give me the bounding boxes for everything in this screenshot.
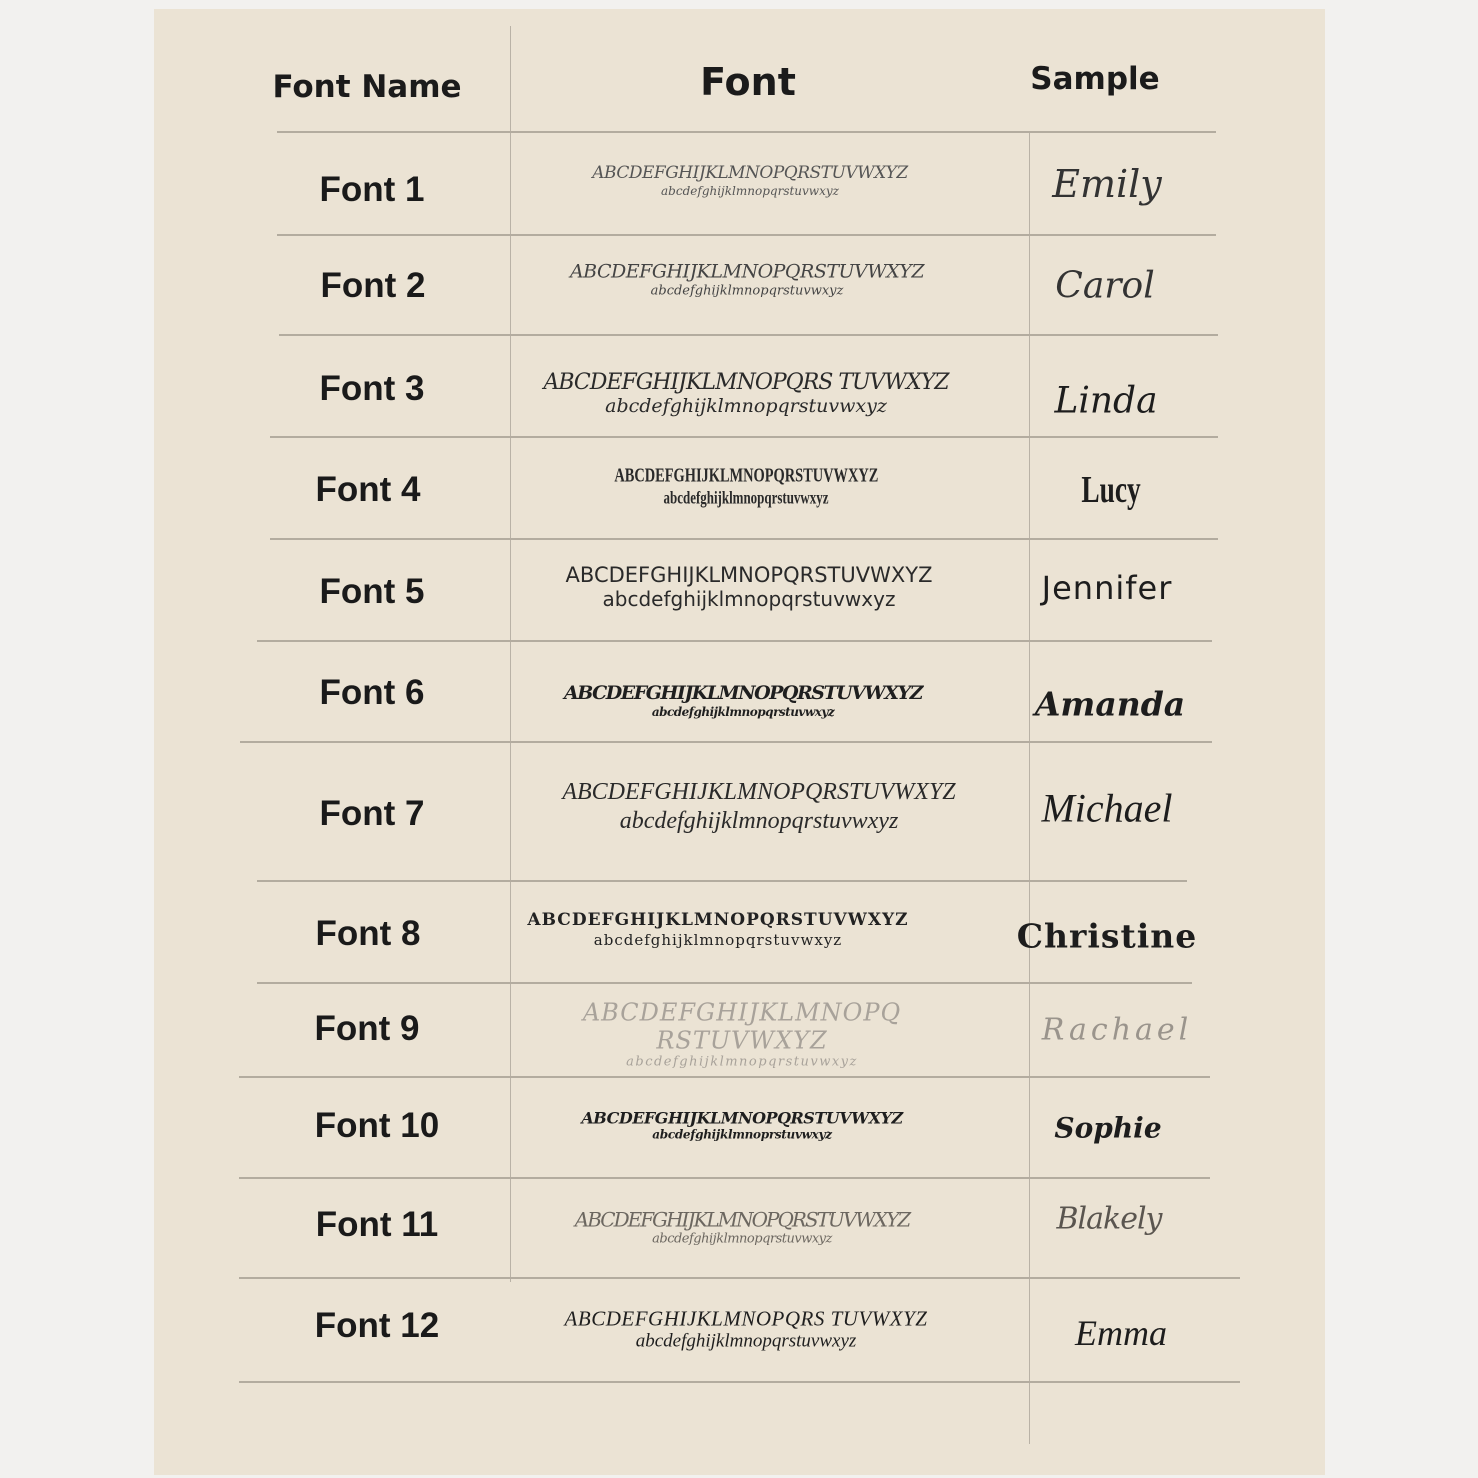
alphabet-uppercase: ABCDEFGHIJKLMNOPQRSTUVWXYZ — [569, 260, 925, 283]
font-name-cell: Font 10 — [314, 1106, 440, 1145]
row-divider — [277, 234, 1216, 236]
alphabet-lowercase: abcdefghijklmnopqrstuvwxyz — [602, 587, 896, 612]
alphabet-uppercase: ABCDEFGHIJKLMNOPQRS TUVWXYZ — [543, 369, 949, 395]
alphabet-uppercase: ABCDEFGHIJKLMNOPQRS TUVWXYZ — [564, 1306, 928, 1331]
alphabet-lowercase: abcdefghijklmnopqrstuvwxyz — [652, 1231, 832, 1247]
sample-cell: Amanda — [1034, 684, 1186, 724]
sample-cell: Sophie — [1054, 1111, 1162, 1145]
alphabet-lowercase: abcdefghijklmnopqrstuvwxyz — [635, 1330, 857, 1352]
alphabet-uppercase: ABCDEFGHIJKLMNOPQRSTUVWXYZ — [613, 464, 879, 487]
alphabet-lowercase: abcdefghijklmnopqrstuvwxyz — [651, 704, 835, 719]
alphabet-lowercase: abcdefghijklmnopqrstuvwxyz — [626, 1054, 858, 1070]
column-divider-right — [1029, 132, 1030, 1444]
row-divider — [239, 1076, 1210, 1078]
alphabet-cell — [529, 779, 989, 835]
alphabet-cell — [516, 465, 976, 510]
alphabet-lowercase: abcdefghijklmnopqrstuvwxyz — [593, 930, 843, 949]
alphabet-cell — [517, 261, 977, 298]
row-divider — [239, 1381, 1240, 1383]
alphabet-uppercase-line2: RSTUVWXYZ — [656, 1026, 828, 1055]
row-divider — [239, 1277, 1240, 1279]
font-name-cell: Font 12 — [314, 1306, 440, 1345]
font-name-cell: Font 3 — [319, 369, 425, 408]
alphabet-uppercase: ABCDEFGHIJKLMNOPQRSTUVWXYZ — [562, 778, 956, 805]
alphabet-cell — [516, 1307, 976, 1354]
font-name-cell: Font 2 — [320, 266, 426, 305]
column-divider-left — [510, 26, 511, 1282]
row-divider — [279, 334, 1218, 336]
alphabet-uppercase: ABCDEFGHIJKLMNOPQRSTUVWXYZ — [564, 681, 922, 704]
font-name-cell: Font 11 — [315, 1205, 439, 1244]
row-divider — [257, 982, 1192, 984]
sample-cell: Blakely — [1056, 1201, 1162, 1237]
font-name-cell: Font 1 — [319, 170, 425, 209]
row-divider — [270, 538, 1218, 540]
sample-cell: Michael — [1041, 785, 1173, 831]
alphabet-uppercase: ABCDEFGHIJKLMNOPQRSTUVWXYZ — [581, 1108, 903, 1128]
row-divider — [257, 640, 1212, 642]
alphabet-lowercase: abcdefghijklmnopqrstuvwxyz — [605, 395, 887, 418]
sample-cell: Emily — [1052, 162, 1162, 206]
alphabet-cell — [512, 1110, 972, 1143]
row-divider — [240, 741, 1212, 743]
alphabet-uppercase: ABCDEFGHIJKLMNOPQRSTUVWXYZ — [574, 1207, 910, 1232]
alphabet-lowercase: abcdefghijklmnopqrstuvwxyz — [650, 283, 844, 299]
alphabet-cell — [488, 911, 948, 949]
row-divider — [239, 1177, 1210, 1179]
alphabet-cell — [512, 1209, 972, 1248]
font-name-cell: Font 9 — [314, 1009, 420, 1048]
sample-cell: Lucy — [1081, 469, 1141, 511]
alphabet-lowercase: abcdefghijklmnopqrstuvwxyz — [661, 183, 839, 198]
font-name-cell: Font 4 — [315, 470, 421, 509]
header-font: Font — [700, 60, 796, 104]
sample-cell: Linda — [1054, 380, 1158, 422]
alphabet-lowercase: abcdefghijklmnoprstuvwxyz — [652, 1128, 832, 1142]
row-divider — [270, 436, 1218, 438]
alphabet-uppercase: ABCDEFGHIJKLMNOPQ — [582, 998, 902, 1027]
header-sample: Sample — [1030, 61, 1160, 97]
alphabet-cell — [516, 370, 976, 418]
alphabet-cell — [520, 164, 980, 198]
alphabet-uppercase: ABCDEFGHIJKLMNOPQRSTUVWXYZ — [565, 562, 933, 587]
sample-cell: Carol — [1055, 265, 1155, 307]
header-font-name: Font Name — [272, 69, 462, 105]
font-name-cell: Font 5 — [319, 572, 425, 611]
alphabet-uppercase: ABCDEFGHIJKLMNOPQRSTUVWXYZ — [592, 163, 908, 184]
font-name-cell: Font 6 — [319, 673, 425, 712]
font-name-cell: Font 7 — [319, 794, 425, 833]
row-divider — [257, 880, 1187, 882]
font-name-cell: Font 8 — [315, 914, 421, 953]
alphabet-cell — [519, 563, 979, 611]
alphabet-uppercase: ABCDEFGHIJKLMNOPQRSTUVWXYZ — [527, 910, 909, 931]
sample-cell: Emma — [1075, 1313, 1167, 1353]
sample-cell: Jennifer — [1041, 569, 1173, 607]
alphabet-lowercase: abcdefghijklmnopqrstuvwxyz — [663, 487, 829, 508]
alphabet-cell — [513, 683, 973, 719]
row-divider — [277, 131, 1216, 133]
sample-cell: Rachael — [1041, 1012, 1193, 1048]
alphabet-cell — [512, 1000, 972, 1071]
alphabet-lowercase: abcdefghijklmnopqrstuvwxyz — [619, 807, 899, 834]
sample-cell: Christine — [1016, 916, 1198, 956]
